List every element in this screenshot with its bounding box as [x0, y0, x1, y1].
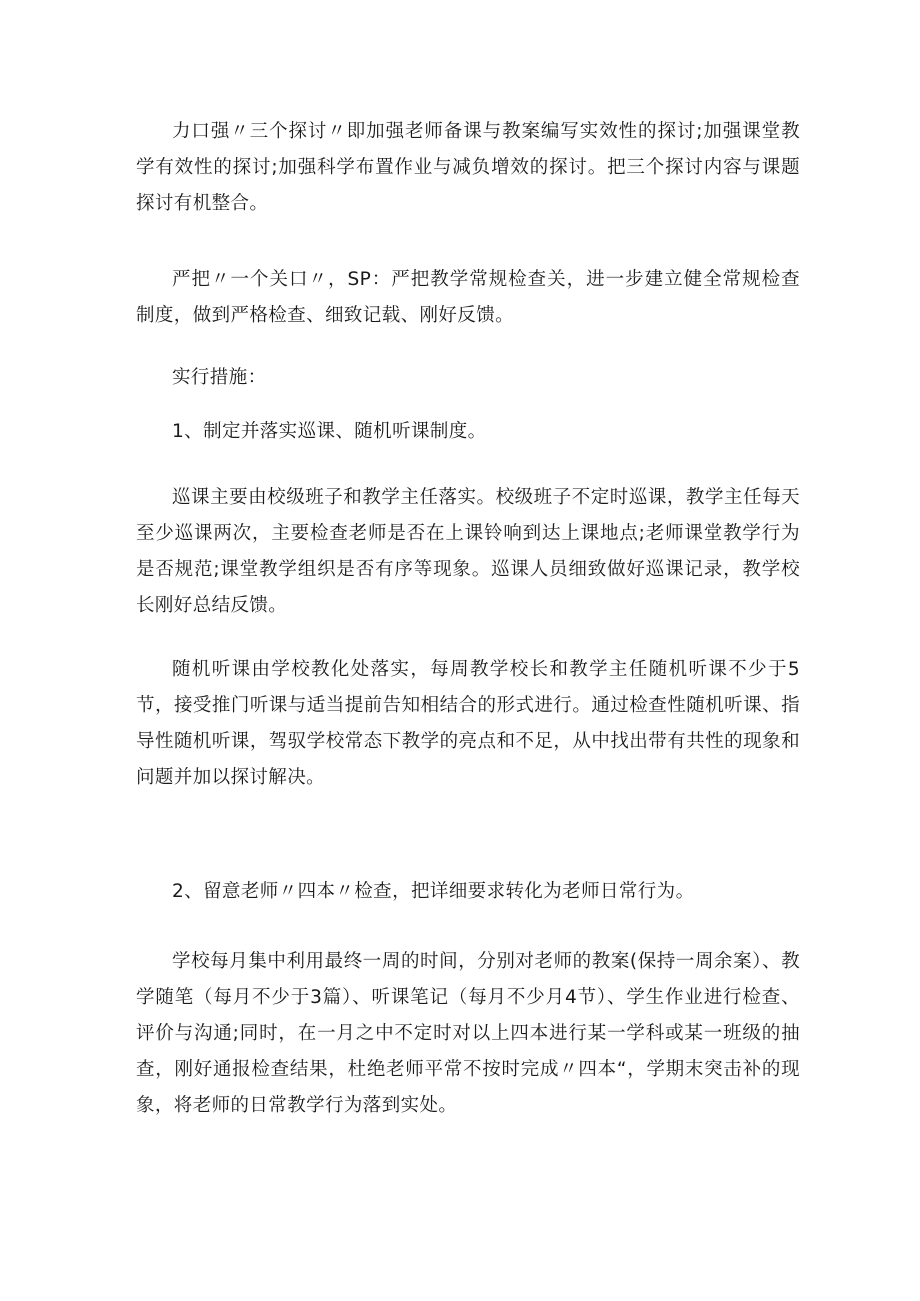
paragraph-5: 巡课主要由校级班子和教学主任落实。校级班子不定时巡课，教学主任每天至少巡课两次，主要检查老师是否在上课铃响到达上课地点;老师课堂教学行为是否规范;课堂教学组织是否有序等现象。巡课人员细致做好巡课记录，教学校长刚好总结反馈。: [136, 487, 800, 616]
paragraph-6: 随机听课由学校教化处落实，每周教学校长和教学主任随机听课不少于5节，接受推门听课与适当提前告知相结合的形式进行。通过检查性随机听课、指导性随机听课，驾驭学校常态下教学的亮点和不足，从中找出带有共性的现象和问题并加以探讨解决。: [136, 659, 800, 788]
paragraph-3-heading: 实行措施：: [172, 367, 267, 388]
paragraph-1: 力口强〃三个探讨〃即加强老师备课与教案编写实效性的探讨;加强课堂教学有效性的探讨;加强科学布置作业与减负增效的探讨。把三个探讨内容与课题探讨有机整合。: [136, 121, 800, 214]
paragraph-4-item-1: 1、制定并落实巡课、随机听课制度。: [172, 421, 487, 442]
paragraph-2: 严把〃一个关口〃，SP：严把教学常规检查关，进一步建立健全常规检查制度，做到严格检查、细致记载、刚好反馈。: [136, 269, 800, 326]
paragraph-7-item-2: 2、留意老师〃四本〃检查，把详细要求转化为老师日常行为。: [172, 881, 695, 902]
paragraph-8: 学校每月集中利用最终一周的时间，分别对老师的教案(保持一周余案）、教学随笔（每月不少于3篇）、听课笔记（每月不少月4节）、学生作业进行检查、评价与沟通;同时，在一月之中不定时对以上四本进行某一学科或某一班级的抽查，刚好通报检查结果，杜绝老师平常不按时完成〃四本“，学期末突击补的现象，将老师的日常教学行为落到实处。: [136, 951, 800, 1116]
